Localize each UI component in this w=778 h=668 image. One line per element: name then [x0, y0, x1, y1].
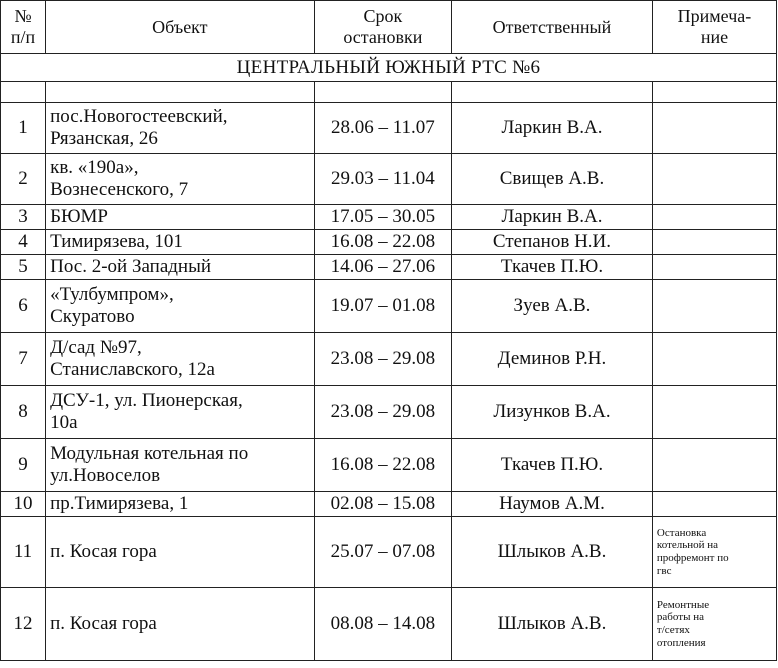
row-number: 10 — [1, 492, 46, 517]
object-line: Скуратово — [50, 306, 135, 327]
object-line: Тимирязева, 101 — [50, 231, 183, 253]
header-responsible — [452, 1, 653, 54]
note-cell — [652, 439, 776, 492]
period-cell: 25.07 – 07.08 — [314, 517, 451, 588]
note-line: отопления — [656, 636, 706, 649]
header-note-line: Примеча- — [677, 6, 752, 27]
object-line: Рязанская, 26 — [50, 128, 158, 149]
object-cell — [46, 230, 315, 255]
note-cell — [652, 154, 776, 205]
section-title: ЦЕНТРАЛЬНЫЙ ЮЖНЫЙ РТС №6 — [1, 54, 777, 82]
table-row — [1, 205, 777, 230]
object-cell — [46, 333, 315, 386]
table-row — [1, 154, 777, 205]
object-line: Пос. 2-ой Западный — [50, 256, 212, 278]
header-note-line: ние — [700, 27, 729, 47]
table-row — [1, 386, 777, 439]
responsible-cell: Наумов А.М. — [452, 492, 653, 517]
row-number: 2 — [1, 154, 46, 205]
object-line: пр.Тимирязева, 1 — [50, 493, 189, 515]
table-row — [1, 492, 777, 517]
table-row — [1, 517, 777, 588]
note-cell — [652, 588, 776, 661]
row-number: 9 — [1, 439, 46, 492]
responsible-cell: Шлыков А.В. — [452, 588, 653, 661]
object-line: Модульная котельная по — [50, 443, 249, 465]
row-number: 12 — [1, 588, 46, 661]
object-cell — [46, 588, 315, 661]
period-cell: 23.08 – 29.08 — [314, 386, 451, 439]
period-cell: 19.07 – 01.08 — [314, 280, 451, 333]
object-line: ДСУ-1, ул. Пионерская, — [50, 390, 243, 412]
period-cell: 23.08 – 29.08 — [314, 333, 451, 386]
empty-cell — [46, 82, 315, 103]
row-number: 1 — [1, 103, 46, 154]
row-number: 6 — [1, 280, 46, 333]
note-cell — [652, 492, 776, 517]
responsible-cell: Ларкин В.А. — [452, 205, 653, 230]
empty-cell — [652, 82, 776, 103]
table-body — [1, 54, 777, 661]
object-cell — [46, 255, 315, 280]
object-cell — [46, 205, 315, 230]
note-cell — [652, 386, 776, 439]
object-line: п. Косая гора — [50, 613, 157, 635]
object-line: кв. «190а», — [50, 157, 139, 179]
table-row — [1, 255, 777, 280]
note-cell — [652, 103, 776, 154]
responsible-cell: Зуев А.В. — [452, 280, 653, 333]
period-cell: 28.06 – 11.07 — [314, 103, 451, 154]
note-cell — [652, 230, 776, 255]
table-row — [1, 230, 777, 255]
object-line: 10а — [50, 412, 78, 433]
header-note — [652, 1, 776, 54]
object-line: п. Косая гора — [50, 541, 157, 563]
header-num — [1, 1, 46, 54]
object-cell — [46, 439, 315, 492]
header-num-line: № — [14, 6, 32, 27]
table-row — [1, 103, 777, 154]
header-object-line: Объект — [152, 16, 208, 37]
period-cell: 17.05 – 30.05 — [314, 205, 451, 230]
object-cell — [46, 517, 315, 588]
responsible-cell: Деминов Р.Н. — [452, 333, 653, 386]
table-row — [1, 280, 777, 333]
object-line: «Тулбумпром», — [50, 284, 174, 306]
table-row — [1, 333, 777, 386]
note-line: котельной на — [656, 539, 719, 552]
note-cell — [652, 333, 776, 386]
object-cell — [46, 154, 315, 205]
object-line: Станиславского, 12а — [50, 359, 215, 380]
header-object — [46, 1, 315, 54]
note-line: т/сетях — [656, 624, 690, 636]
object-line: БЮМР — [50, 206, 108, 228]
object-cell — [46, 386, 315, 439]
header-responsible-line: Ответственный — [492, 16, 612, 37]
row-number: 7 — [1, 333, 46, 386]
empty-cell — [314, 82, 451, 103]
object-cell — [46, 280, 315, 333]
note-line: гвс — [656, 564, 672, 577]
period-cell: 16.08 – 22.08 — [314, 439, 451, 492]
responsible-cell: Ларкин В.А. — [452, 103, 653, 154]
responsible-cell: Ткачев П.Ю. — [452, 439, 653, 492]
row-number: 11 — [1, 517, 46, 588]
responsible-cell: Степанов Н.И. — [452, 230, 653, 255]
period-cell: 08.08 – 14.08 — [314, 588, 451, 661]
object-line: ул.Новоселов — [50, 465, 161, 486]
note-line: Ремонтные — [656, 598, 710, 611]
object-line: Вознесенского, 7 — [50, 179, 189, 200]
table-row — [1, 588, 777, 661]
header-period-line: Срок — [363, 6, 403, 27]
note-cell — [652, 280, 776, 333]
header-row — [1, 1, 777, 54]
section-row — [1, 54, 777, 82]
period-cell: 29.03 – 11.04 — [314, 154, 451, 205]
table-header — [1, 1, 777, 54]
responsible-cell: Свищев А.В. — [452, 154, 653, 205]
note-cell — [652, 255, 776, 280]
note-cell — [652, 205, 776, 230]
row-number: 3 — [1, 205, 46, 230]
note-line: профремонт по — [656, 552, 729, 564]
object-line: пос.Новогостеевский, — [50, 106, 228, 128]
responsible-cell: Ткачев П.Ю. — [452, 255, 653, 280]
spacer-row — [1, 82, 777, 103]
note-cell — [652, 517, 776, 588]
responsible-cell: Шлыков А.В. — [452, 517, 653, 588]
empty-cell — [452, 82, 653, 103]
empty-cell — [1, 82, 46, 103]
object-cell — [46, 492, 315, 517]
table-row — [1, 439, 777, 492]
row-number: 8 — [1, 386, 46, 439]
note-line: Остановка — [656, 526, 707, 539]
responsible-cell: Лизунков В.А. — [452, 386, 653, 439]
object-line: Д/сад №97, — [50, 337, 142, 359]
object-cell — [46, 103, 315, 154]
period-cell: 16.08 – 22.08 — [314, 230, 451, 255]
period-cell: 14.06 – 27.06 — [314, 255, 451, 280]
row-number: 5 — [1, 255, 46, 280]
header-period-line: остановки — [343, 27, 423, 47]
note-line: работы на — [656, 611, 704, 624]
header-period — [314, 1, 451, 54]
period-cell: 02.08 – 15.08 — [314, 492, 451, 517]
row-number: 4 — [1, 230, 46, 255]
header-num-line: п/п — [10, 27, 36, 47]
